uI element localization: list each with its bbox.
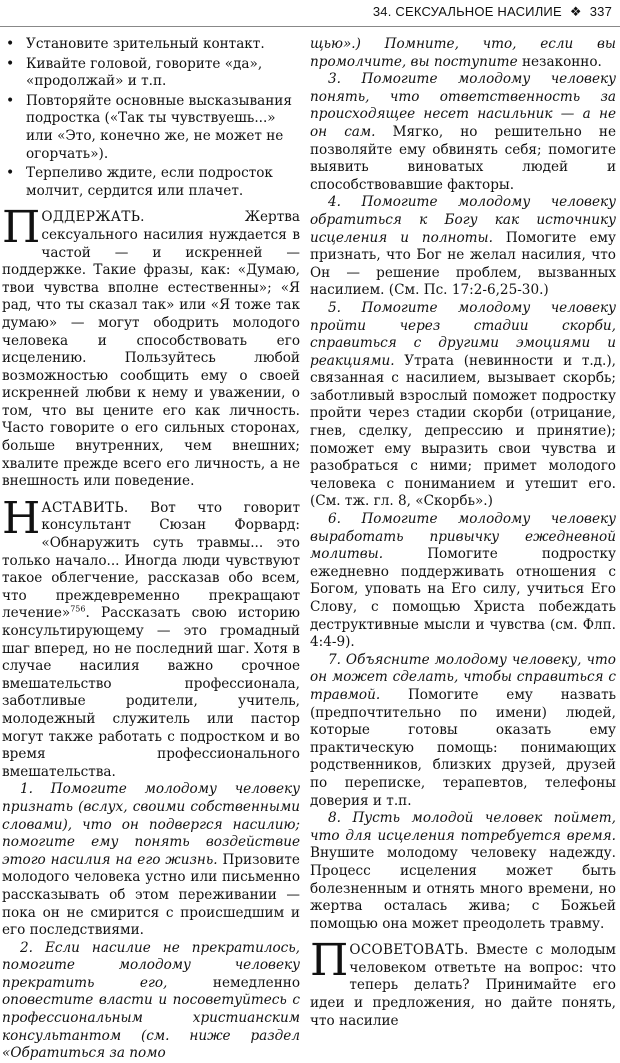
bullet-icon: • <box>6 165 15 182</box>
numbered-item-8: 8. Пусть молодой человек поймет, что для исцеления потребуется время. Внушите молодому человеку надежду. Процесс исцеления может быть болезненным и отнять много времени, но жертва осталась жива; с Божьей помощью она может преодолеть травму. <box>310 810 616 932</box>
numbered-item-7: 7. Объясните молодому человеку, что он может сделать, чтобы справиться с травмой. Помогите ему назвать (предпочтительно по имени) людей, которые готовы оказать ему практическую помощь: понимающих родственников, близких друзей, друзей по переписке, терапевтов, телефоны доверия и т.п. <box>310 651 616 809</box>
list-item: • Кивайте головой, говорите «да», «продолжай» и т.п. <box>6 55 263 90</box>
header-rule <box>0 26 620 27</box>
bullet-icon: • <box>6 55 15 72</box>
bullet-icon: • <box>6 92 15 109</box>
bullet-icon: • <box>6 36 15 52</box>
numbered-item-2: 2. Если насилие не прекратилось, помогите молодому человеку прекратить его, немедленно оповестите власти и посоветуйтесь с профессиональным христианским консультантом (см. ниже раздел «Обратиться за помо <box>2 939 301 1062</box>
list-item: • Установите зрительный контакт. <box>6 36 265 52</box>
footnote-marker: 756 <box>70 604 86 614</box>
section-heading: ОСОВЕТОВАТЬ. <box>349 942 469 959</box>
left-column <box>2 36 300 1063</box>
instruct-paragraph: НАСТАВИТЬ. Вот что говорит консультант Сюзан Форвард: «Обнаружить суть травмы... это только начало... Иногда люди чувствуют такое облегчение, рассказав обо всем, что преждевременно прекращают лечение»$^{756}$. Рассказать свою историю консультирующему — это громадный шаг вперед, но не последний шаг. Хотя в случае насилия важно срочное вмешательство профессионала, заботливые родители, учитель, молодежный служитель или пастор могут также работать с подростком и во время профессионального вмешательства. <box>2 492 300 780</box>
ornament-separator: ❖ <box>569 4 582 19</box>
drop-cap: Н <box>2 492 41 544</box>
numbered-item-2-continued: щью».) Помните, что, если вы промолчите, вы поступите незаконно. <box>310 36 616 70</box>
running-header <box>0 2 612 22</box>
page-number: 337 <box>589 4 612 19</box>
numbered-item-1: 1. Помогите молодому человеку признать (вслух, своими собственными словами), что он подвергся насилию; помогите ему понять воздействие этого насилия на его жизнь. Призовите молодого человека устно или письменно рассказывать об этом переживании — пока он не смирится с происшедшим и его последствиями. <box>2 781 300 939</box>
list-item: • Терпеливо ждите, если подросток молчит, сердится или плачет. <box>6 165 273 199</box>
numbered-item-3: 3. Помогите молодому человеку понять, что ответственность за происходящее несет насильник — а не он сам. Мягко, но решительно не позволяйте ему обвинять себя; помогите выявить виноватых людей и способствовавшие факторы. <box>310 71 616 193</box>
numbered-item-4: 4. Помогите молодому человеку обратиться к Богу как источнику исцеления и полноты. Помогите ему признать, что Бог не желал насилия, что Он — решение проблем, вызванных насилием. (См. Пс. 17:2-6,25-30.) <box>310 194 616 299</box>
numbered-item-5: 5. Помогите молодому человеку пройти через стадии скорби, справиться с другими эмоциями и реакциями. Утрата (невинности и т.д.), связанная с насилием, вызывает скорбь; заботливый взрослый поможет подростку пройти через стадии скорби (отрицание, гнев, сделку, депрессию и принятие); поможет ему выразить свои чувства и разобраться с ними; примет молодого человека с пониманием и утешит его. (См. тж. гл. 8, «Скорбь».) <box>310 299 616 510</box>
chapter-title: 34. СЕКСУАЛЬНОЕ НАСИЛИЕ <box>372 4 562 19</box>
advise-paragraph: ПОСОВЕТОВАТЬ. Вместе с молодым человеком ответьте на вопрос: что теперь делать? Принимайте его идеи и предложения, но дайте понять, что насилие <box>310 935 616 1029</box>
right-column <box>310 36 616 1030</box>
list-item: • Повторяйте основные высказывания подростка («Так ты чувствуешь...» или «Это, конечно же, не может не огорчать»). <box>6 92 292 162</box>
numbered-item-6: 6. Помогите молодому человеку выработать привычку ежедневной молитвы. Помогите подростку ежедневно поддерживать отношения с Богом, уповать на Его силу, учиться Его Слову, с помощью Христа побеждать деструктивные мысли и чувства (см. Флп. 4:4-9). <box>310 511 616 651</box>
section-heading: АСТАВИТЬ. <box>41 499 129 516</box>
drop-cap: П <box>2 202 41 254</box>
drop-cap: П <box>310 935 349 987</box>
section-heading: ОДДЕРЖАТЬ. <box>41 209 145 226</box>
listening-tips-list <box>2 36 300 200</box>
support-paragraph: ПОДДЕРЖАТЬ. Жертва сексуального насилия нуждается в частой — и искренней — поддержке. Такие фразы, как: «Думаю, твои чувства вполне естественны»; «Я рад, что ты сказал так» или «Я тоже так думаю» — могут ободрить молодого человека и способствовать его исцелению. Пользуйтесь любой возможностью сообщить ему о своей искренней любви к нему и уважении, о том, что вы цените его как личность. Часто говорите о его сильных сторонах, больше внутренних, чем внешних; хвалите прежде всего его личность, а не внешность или поведение. <box>2 202 300 490</box>
